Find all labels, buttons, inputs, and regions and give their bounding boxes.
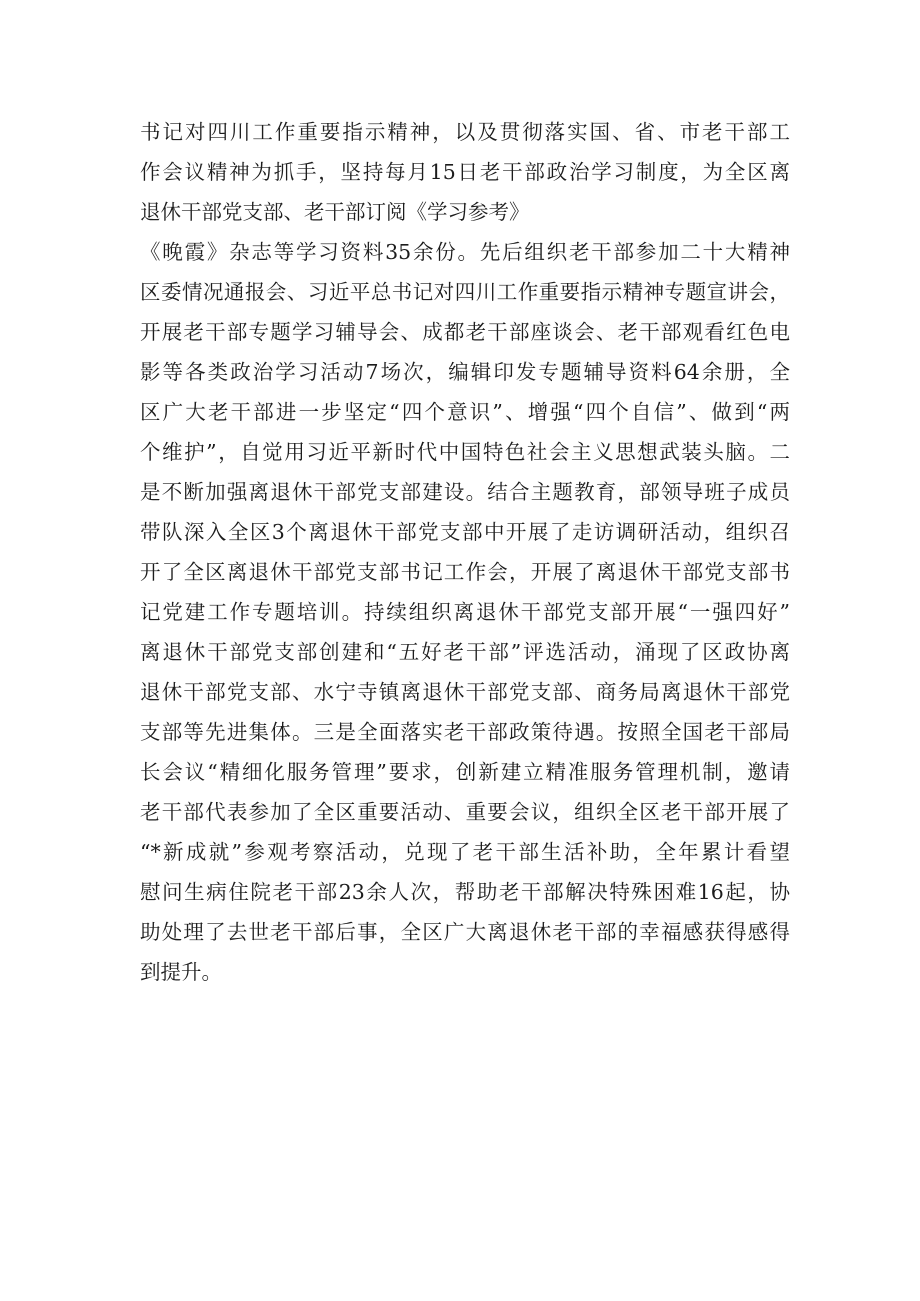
body-paragraph (140, 112, 790, 992)
text-line-18: 老干部代表参加了全区重要活动、重要会议，组织全区老干部开展了 (140, 800, 790, 824)
text-line-15: 退休干部党支部、水宁寺镇离退休干部党支部、商务局离退休干部党 (140, 680, 790, 704)
text-line-19: “*新成就”参观考察活动，兑现了老干部生活补助，全年累计看望 (140, 840, 790, 864)
text-line-5: 区委情况通报会、习近平总书记对四川工作重要指示精神专题宣讲会， (140, 280, 790, 304)
text-line-14: 离退休干部党支部创建和“五好老干部”评选活动，涌现了区政协离 (140, 640, 790, 664)
text-line-22: 到提升。 (140, 960, 222, 984)
text-line-11: 带队深入全区3个离退休干部党支部中开展了走访调研活动，组织召 (140, 520, 790, 544)
text-line-10: 是不断加强离退休干部党支部建设。结合主题教育，部领导班子成员 (140, 480, 790, 504)
text-line-6: 开展老干部专题学习辅导会、成都老干部座谈会、老干部观看红色电 (140, 320, 790, 344)
text-line-20: 慰问生病住院老干部23余人次，帮助老干部解决特殊困难16起，协 (140, 880, 790, 904)
text-line-7: 影等各类政治学习活动7场次，编辑印发专题辅导资料64余册，全 (140, 360, 790, 384)
text-line-13: 记党建工作专题培训。持续组织离退休干部党支部开展“一强四好” (140, 600, 790, 624)
text-line-3: 退休干部党支部、老干部订阅《学习参考》 (140, 200, 530, 224)
text-line-12: 开了全区离退休干部党支部书记工作会，开展了离退休干部党支部书 (140, 560, 790, 584)
text-line-4: 《晚霞》杂志等学习资料35余份。先后组织老干部参加二十大精神 (140, 240, 790, 264)
text-line-17: 长会议“精细化服务管理”要求，创新建立精准服务管理机制，邀请 (140, 760, 790, 784)
text-line-2: 作会议精神为抓手，坚持每月15日老干部政治学习制度，为全区离 (140, 160, 790, 184)
text-line-21: 助处理了去世老干部后事，全区广大离退休老干部的幸福感获得感得 (140, 920, 790, 944)
text-line-9: 个维护”，自觉用习近平新时代中国特色社会主义思想武装头脑。二 (140, 440, 790, 464)
text-line-8: 区广大老干部进一步坚定“四个意识”、增强“四个自信”、做到“两 (140, 400, 790, 424)
text-line-16: 支部等先进集体。三是全面落实老干部政策待遇。按照全国老干部局 (140, 720, 790, 744)
text-line-1: 书记对四川工作重要指示精神，以及贯彻落实国、省、市老干部工 (140, 120, 790, 144)
